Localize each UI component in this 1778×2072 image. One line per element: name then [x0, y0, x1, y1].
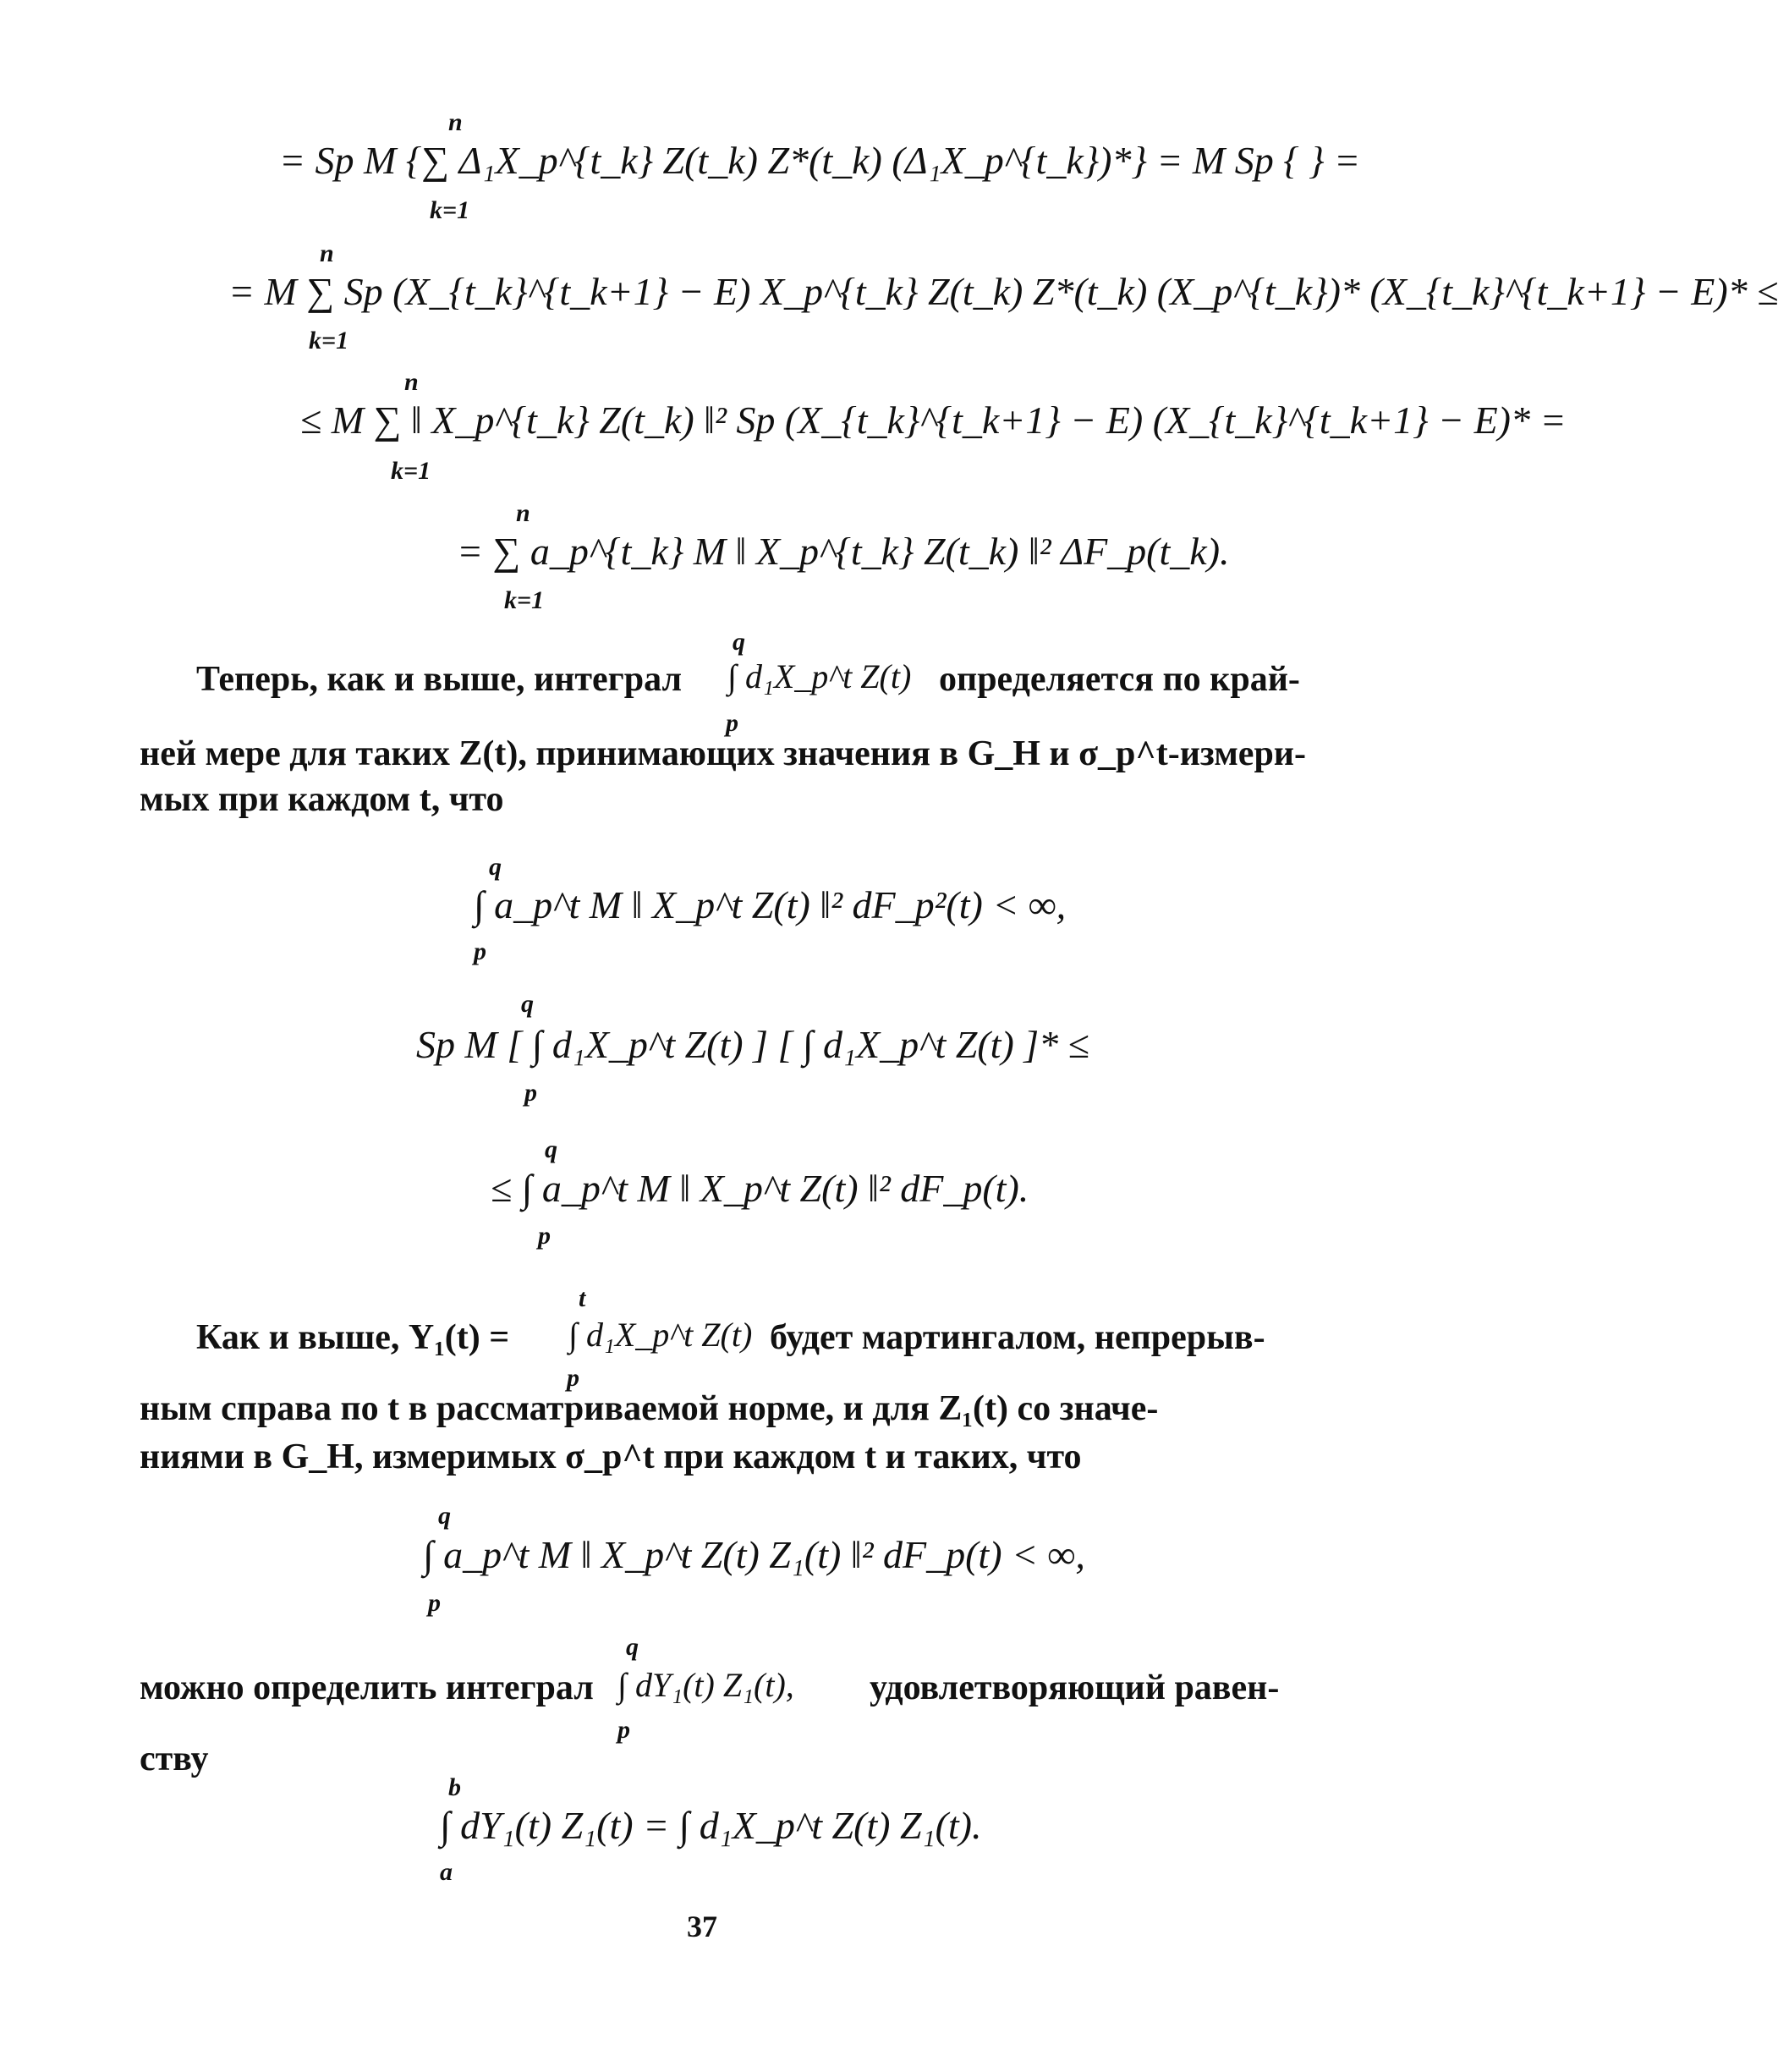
- paragraph-3-integral-upper: q: [626, 1633, 639, 1661]
- equation-6-int-lower: p: [524, 1079, 537, 1107]
- equation-3-sum-lower: k=1: [391, 457, 431, 485]
- equation-1-sum-lower: k=1: [430, 196, 470, 224]
- equation-1: = Sp M {∑ Δ₁X_p^{t_k} Z(t_k) Z*(t_k) (Δ₁X_p^{t_k})*} = M Sp { } =: [279, 139, 1361, 182]
- paragraph-1-integral: ∫ d₁X_p^t Z(t): [727, 657, 912, 695]
- equation-2-sum-lower: k=1: [309, 327, 349, 354]
- paragraph-2-line-1a: Как и выше, Y₁(t) =: [196, 1318, 510, 1357]
- equation-7: ≤ ∫ a_p^t M ‖ X_p^t Z(t) ‖² dF_p(t).: [491, 1167, 1029, 1210]
- paragraph-1-integral-upper: q: [733, 628, 745, 656]
- equation-7-int-lower: p: [538, 1222, 551, 1250]
- paragraph-3-line-2: ству: [140, 1739, 209, 1778]
- equation-8: ∫ a_p^t M ‖ X_p^t Z(t) Z₁(t) ‖² dF_p(t) < ∞,: [423, 1533, 1085, 1576]
- equation-5-int-lower: p: [474, 937, 486, 965]
- equation-3: ≤ M ∑ ‖ X_p^{t_k} Z(t_k) ‖² Sp (X_{t_k}^{t_k+1} − E) (X_{t_k}^{t_k+1} − E)* =: [300, 398, 1567, 442]
- equation-9: ∫ dY₁(t) Z₁(t) = ∫ d₁X_p^t Z(t) Z₁(t).: [440, 1804, 982, 1847]
- paragraph-1-line-1b: определяется по край-: [939, 660, 1300, 699]
- equation-8-int-lower: p: [428, 1589, 441, 1617]
- equation-4: = ∑ a_p^{t_k} M ‖ X_p^{t_k} Z(t_k) ‖² ΔF_p(t_k).: [457, 530, 1230, 573]
- paragraph-2-integral-upper: t: [579, 1284, 586, 1312]
- paragraph-3-line-1a: можно определить интеграл: [140, 1668, 594, 1707]
- equation-4-sum-lower: k=1: [504, 586, 545, 614]
- paragraph-2-integral: ∫ d₁X_p^t Z(t): [568, 1316, 753, 1354]
- equation-5-int-upper: q: [489, 853, 502, 881]
- paragraph-2-integral-lower: p: [567, 1364, 579, 1392]
- equation-9-int-upper: b: [448, 1773, 461, 1801]
- equation-7-int-upper: q: [545, 1135, 557, 1163]
- equation-5: ∫ a_p^t M ‖ X_p^t Z(t) ‖² dF_p²(t) < ∞,: [474, 883, 1067, 926]
- equation-1-sum-upper: n: [448, 108, 463, 136]
- paragraph-3-line-1b: удовлетворяющий равен-: [870, 1668, 1280, 1707]
- paragraph-3-integral-lower: p: [617, 1716, 630, 1744]
- paragraph-2-line-1b: будет мартингалом, непрерыв-: [770, 1318, 1265, 1357]
- equation-6-int-upper: q: [521, 990, 534, 1018]
- paragraph-1-integral-lower: p: [726, 709, 738, 737]
- paragraph-1-line-1a: Теперь, как и выше, интеграл: [196, 660, 683, 699]
- equation-2-sum-upper: n: [320, 239, 334, 267]
- equation-6: Sp M [ ∫ d₁X_p^t Z(t) ] [ ∫ d₁X_p^t Z(t) ]* ≤: [416, 1023, 1089, 1066]
- equation-4-sum-upper: n: [516, 499, 530, 527]
- paragraph-2-line-2: ным справа по t в рассматриваемой норме, и для Z₁(t) со значе-: [140, 1389, 1159, 1428]
- paragraph-3-integral: ∫ dY₁(t) Z₁(t),: [617, 1666, 794, 1704]
- paragraph-2-line-3: ниями в G_H, измеримых σ_p^t при каждом t и таких, что: [140, 1437, 1082, 1476]
- equation-3-sum-upper: n: [404, 368, 419, 396]
- paragraph-1-line-2: ней мере для таких Z(t), принимающих значения в G_H и σ_p^t-измери-: [140, 734, 1306, 773]
- paragraph-1-line-3: мых при каждом t, что: [140, 780, 504, 819]
- equation-8-int-upper: q: [438, 1502, 451, 1530]
- equation-2: = M ∑ Sp (X_{t_k}^{t_k+1} − E) X_p^{t_k} Z(t_k) Z*(t_k) (X_p^{t_k})* (X_{t_k}^{t_k+1} − E)* ≤: [228, 270, 1778, 313]
- equation-9-int-lower: a: [440, 1858, 453, 1886]
- page-number: 37: [687, 1910, 717, 1943]
